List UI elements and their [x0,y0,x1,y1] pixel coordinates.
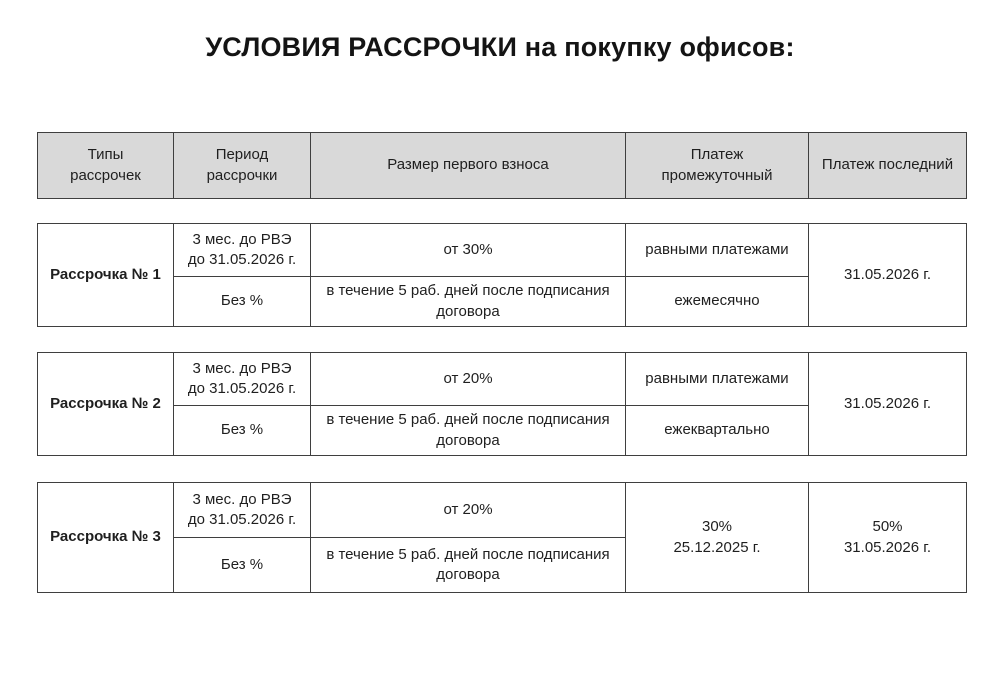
plan-1-table [37,223,967,327]
plan-2-first-amount: от 20% [311,353,626,406]
plan-1-last-payment: 31.05.2026 г. [809,224,967,327]
plan-2-interest: Без % [174,406,311,456]
intermediate-percent: 30% [701,518,733,536]
header-cell-installment-types [38,133,174,199]
header-line: Период [215,146,269,164]
period-line: 3 мес. до РВЭ [192,230,292,248]
period-line: до 31.05.2026 г. [187,380,297,397]
plan-3-first-terms: в течение 5 раб. дней после подписания договора [311,538,626,593]
period-line: до 31.05.2026 г. [187,511,297,528]
plan-1-first-terms: в течение 5 раб. дней после подписания договора [311,277,626,327]
last-percent: 50% [872,518,903,536]
header-cell-first-installment-size: Размер первого взноса [311,133,626,199]
plan-1-intermediate-top: равными платежами [626,224,809,277]
header-row [38,133,967,199]
period-line: до 31.05.2026 г. [187,251,297,268]
header-line: рассрочек [70,166,141,184]
plan-3-row-top [38,483,967,538]
intermediate-date: 25.12.2025 г. [673,538,761,556]
plan-1-row-top [38,224,967,277]
plan-3-first-amount: от 20% [311,483,626,538]
header-cell-last-payment: Платеж последний [809,133,967,199]
header-cell-intermediate-payment [626,133,809,199]
last-date: 31.05.2026 г. [843,538,932,556]
plan-3-intermediate-payment [626,483,809,593]
period-line: 3 мес. до РВЭ [192,359,292,377]
plan-2-intermediate-top: равными платежами [626,353,809,406]
period-line: 3 мес. до РВЭ [192,490,292,508]
plan-1-name: Рассрочка № 1 [38,224,174,327]
plan-2-first-terms: в течение 5 раб. дней после подписания договора [311,406,626,456]
plan-2-last-payment: 31.05.2026 г. [809,353,967,456]
plan-3-table [37,482,967,593]
plan-3-interest: Без % [174,538,311,593]
installment-conditions-header-table [37,132,967,199]
plan-2-row-top [38,353,967,406]
plan-2-period [174,353,311,406]
plan-3-period [174,483,311,538]
plan-2-table [37,352,967,456]
header-line: Типы [87,146,124,164]
header-cell-installment-period [174,133,311,199]
plan-1-first-amount: от 30% [311,224,626,277]
header-line: рассрочки [206,166,278,184]
header-line: промежуточный [661,166,773,184]
plan-1-interest: Без % [174,277,311,327]
plan-2-intermediate-bottom: ежеквартально [626,406,809,456]
plan-2-name: Рассрочка № 2 [38,353,174,456]
plan-3-last-payment [809,483,967,593]
page-title: УСЛОВИЯ РАССРОЧКИ на покупку офисов: [205,32,795,62]
plan-3-name: Рассрочка № 3 [38,483,174,593]
header-line: Платеж [690,146,744,164]
plan-1-intermediate-bottom: ежемесячно [626,277,809,327]
plan-1-period [174,224,311,277]
